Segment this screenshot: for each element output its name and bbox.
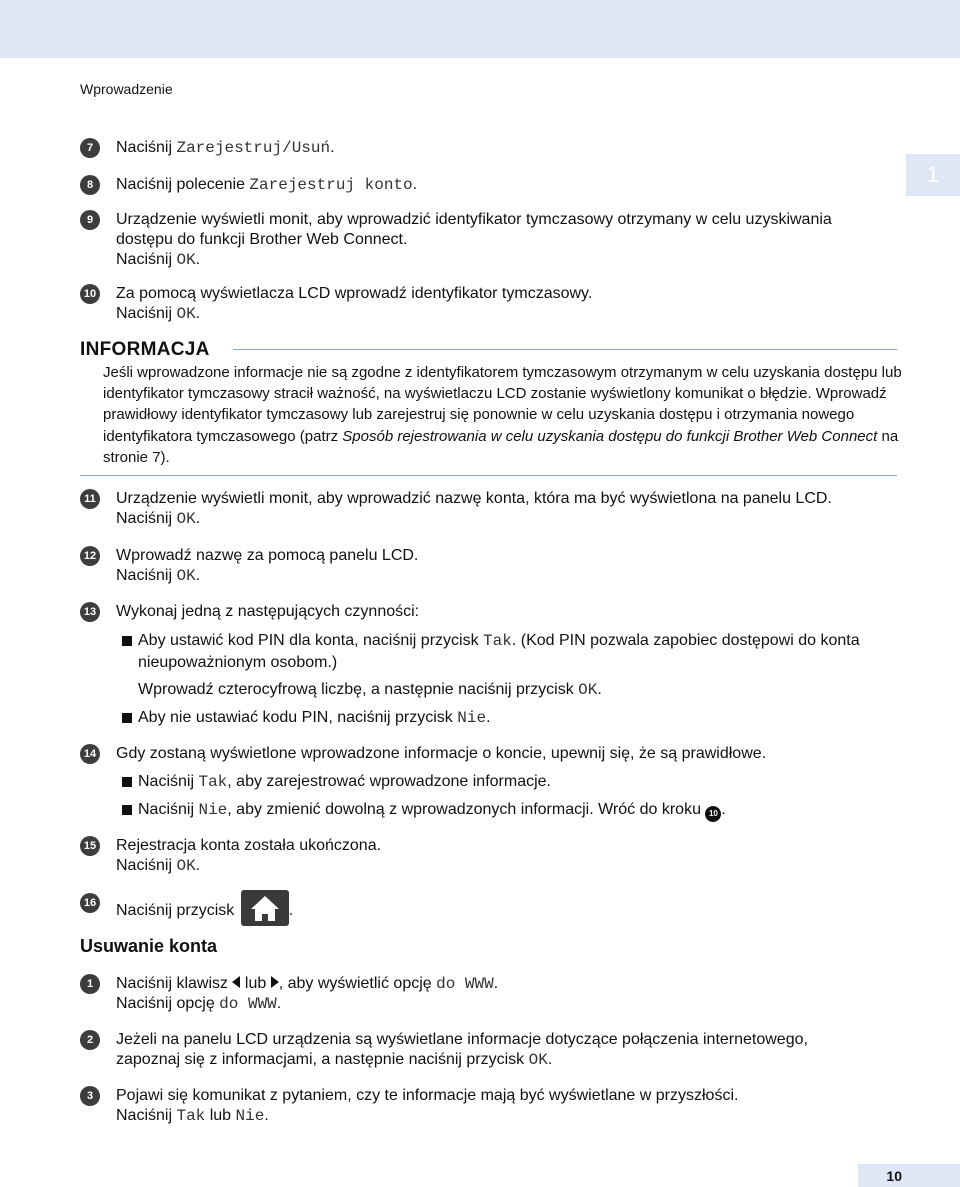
step-15 <box>80 836 900 876</box>
step-14 <box>80 744 900 764</box>
step-line: Za pomocą wyświetlacza LCD wprowadź identyfikator tymczasowy. <box>116 285 593 302</box>
arrow-right-icon <box>271 976 279 988</box>
info-title: INFORMACJA <box>80 339 210 360</box>
delete-step-1 <box>80 974 900 1014</box>
step-13 <box>80 602 900 622</box>
bullet-marker <box>122 777 132 787</box>
step-line: Naciśnij OK. <box>116 510 201 528</box>
step-line: Urządzenie wyświetli monit, aby wprowadzić identyfikator tymczasowy otrzymany w celu uzyskiwania <box>116 211 832 228</box>
step-11 <box>80 489 900 529</box>
step-reference-icon: 10 <box>705 806 721 822</box>
step-line: Pojawi się komunikat z pytaniem, czy te informacje mają być wyświetlane w przyszłości. <box>116 1087 739 1104</box>
step-number: 16 <box>80 893 100 913</box>
step-10 <box>80 284 900 324</box>
top-band <box>0 0 960 58</box>
step-line: Naciśnij OK. <box>116 857 201 875</box>
section-title: Usuwanie konta <box>80 936 218 956</box>
step-7 <box>80 138 900 158</box>
step-number: 10 <box>80 284 100 304</box>
step-line: dostępu do funkcji Brother Web Connect. <box>116 231 408 248</box>
info-rule <box>80 475 897 476</box>
step-12 <box>80 546 900 586</box>
bullet-marker <box>122 805 132 815</box>
bullet-marker <box>122 636 132 646</box>
step-line: zapoznaj się z informacjami, a następnie naciśnij przycisk OK. <box>116 1051 553 1069</box>
step-number: 14 <box>80 744 100 764</box>
step-number: 11 <box>80 489 100 509</box>
info-body: Jeśli wprowadzone informacje nie są zgodne z identyfikatorem tymczasowym otrzymanym w celu uzyskania dostępu lub identyfikator tymczasowy stracił ważność, na wyświetlaczu LCD zostanie wyświetlony komunikat o błędzie. Wprowadź prawidłowy identyfikator tymczasowy lub zarejestruj się ponownie w celu uzyskania dostępu i otrzymania nowego identyfikatora tymczasowego (patrz Sposób rejestrowania w celu uzyskania dostępu do funkcji Brother Web Connect na stronie 7). <box>103 364 902 466</box>
step-number: 15 <box>80 836 100 856</box>
step-8 <box>80 175 900 195</box>
step-number: 1 <box>80 974 100 994</box>
step-number: 2 <box>80 1030 100 1050</box>
step-line: Urządzenie wyświetli monit, aby wprowadzić nazwę konta, która ma być wyświetlona na panelu LCD. <box>116 490 832 507</box>
cross-reference: Sposób rejestrowania w celu uzyskania dostępu do funkcji Brother Web Connect <box>342 427 878 445</box>
bullet-item: Aby ustawić kod PIN dla konta, naciśnij przycisk Tak. (Kod PIN pozwala zapobiec dostępowi do konta nieupoważnionym osobom.) <box>138 632 860 671</box>
bullet-marker <box>122 713 132 723</box>
step-number: 12 <box>80 546 100 566</box>
step-line: Gdy zostaną wyświetlone wprowadzone informacje o koncie, upewnij się, że są prawidłowe. <box>116 745 767 762</box>
step-line: Wprowadź nazwę za pomocą panelu LCD. <box>116 547 419 564</box>
step-line: Naciśnij Zarejestruj/Usuń. <box>116 139 335 157</box>
home-button-icon <box>241 890 289 926</box>
step-line: Naciśnij opcję do WWW. <box>116 995 282 1013</box>
delete-step-3 <box>80 1086 900 1126</box>
info-rule <box>233 349 897 350</box>
step-9 <box>80 210 900 270</box>
step-line: Jeżeli na panelu LCD urządzenia są wyświetlane informacje dotyczące połączenia internetowego, <box>116 1031 808 1048</box>
step-line: Naciśnij Tak lub Nie. <box>116 1107 269 1125</box>
step-line: Naciśnij przycisk . <box>116 893 900 929</box>
step-line: Naciśnij polecenie Zarejestruj konto. <box>116 176 418 194</box>
step-number: 13 <box>80 602 100 622</box>
step-line: Rejestracja konta została ukończona. <box>116 837 382 854</box>
bullet-item: Aby nie ustawiać kodu PIN, naciśnij przycisk Nie. <box>138 709 491 727</box>
chapter-tab: 1 <box>906 154 960 196</box>
step-number: 3 <box>80 1086 100 1106</box>
step-line: Wykonaj jedną z następujących czynności: <box>116 603 420 620</box>
step-line: Naciśnij OK. <box>116 567 201 585</box>
delete-step-2 <box>80 1030 900 1070</box>
step-line: Naciśnij OK. <box>116 251 201 269</box>
step-line: Naciśnij OK. <box>116 305 201 323</box>
step-16 <box>80 893 900 929</box>
step-number: 8 <box>80 175 100 195</box>
step-number: 9 <box>80 210 100 230</box>
page-number: 10 <box>858 1164 960 1187</box>
step-line: Naciśnij klawisz lub , aby wyświetlić opcję do WWW. <box>116 975 499 993</box>
bullet-item: Naciśnij Tak, aby zarejestrować wprowadzone informacje. <box>138 773 551 791</box>
bullet-subline: Wprowadź czterocyfrową liczbę, a następnie naciśnij przycisk OK. <box>138 681 602 699</box>
step-number: 7 <box>80 138 100 158</box>
bullet-item: Naciśnij Nie, aby zmienić dowolną z wprowadzonych informacji. Wróć do kroku 10 . <box>138 799 908 822</box>
running-header: Wprowadzenie <box>80 81 173 97</box>
